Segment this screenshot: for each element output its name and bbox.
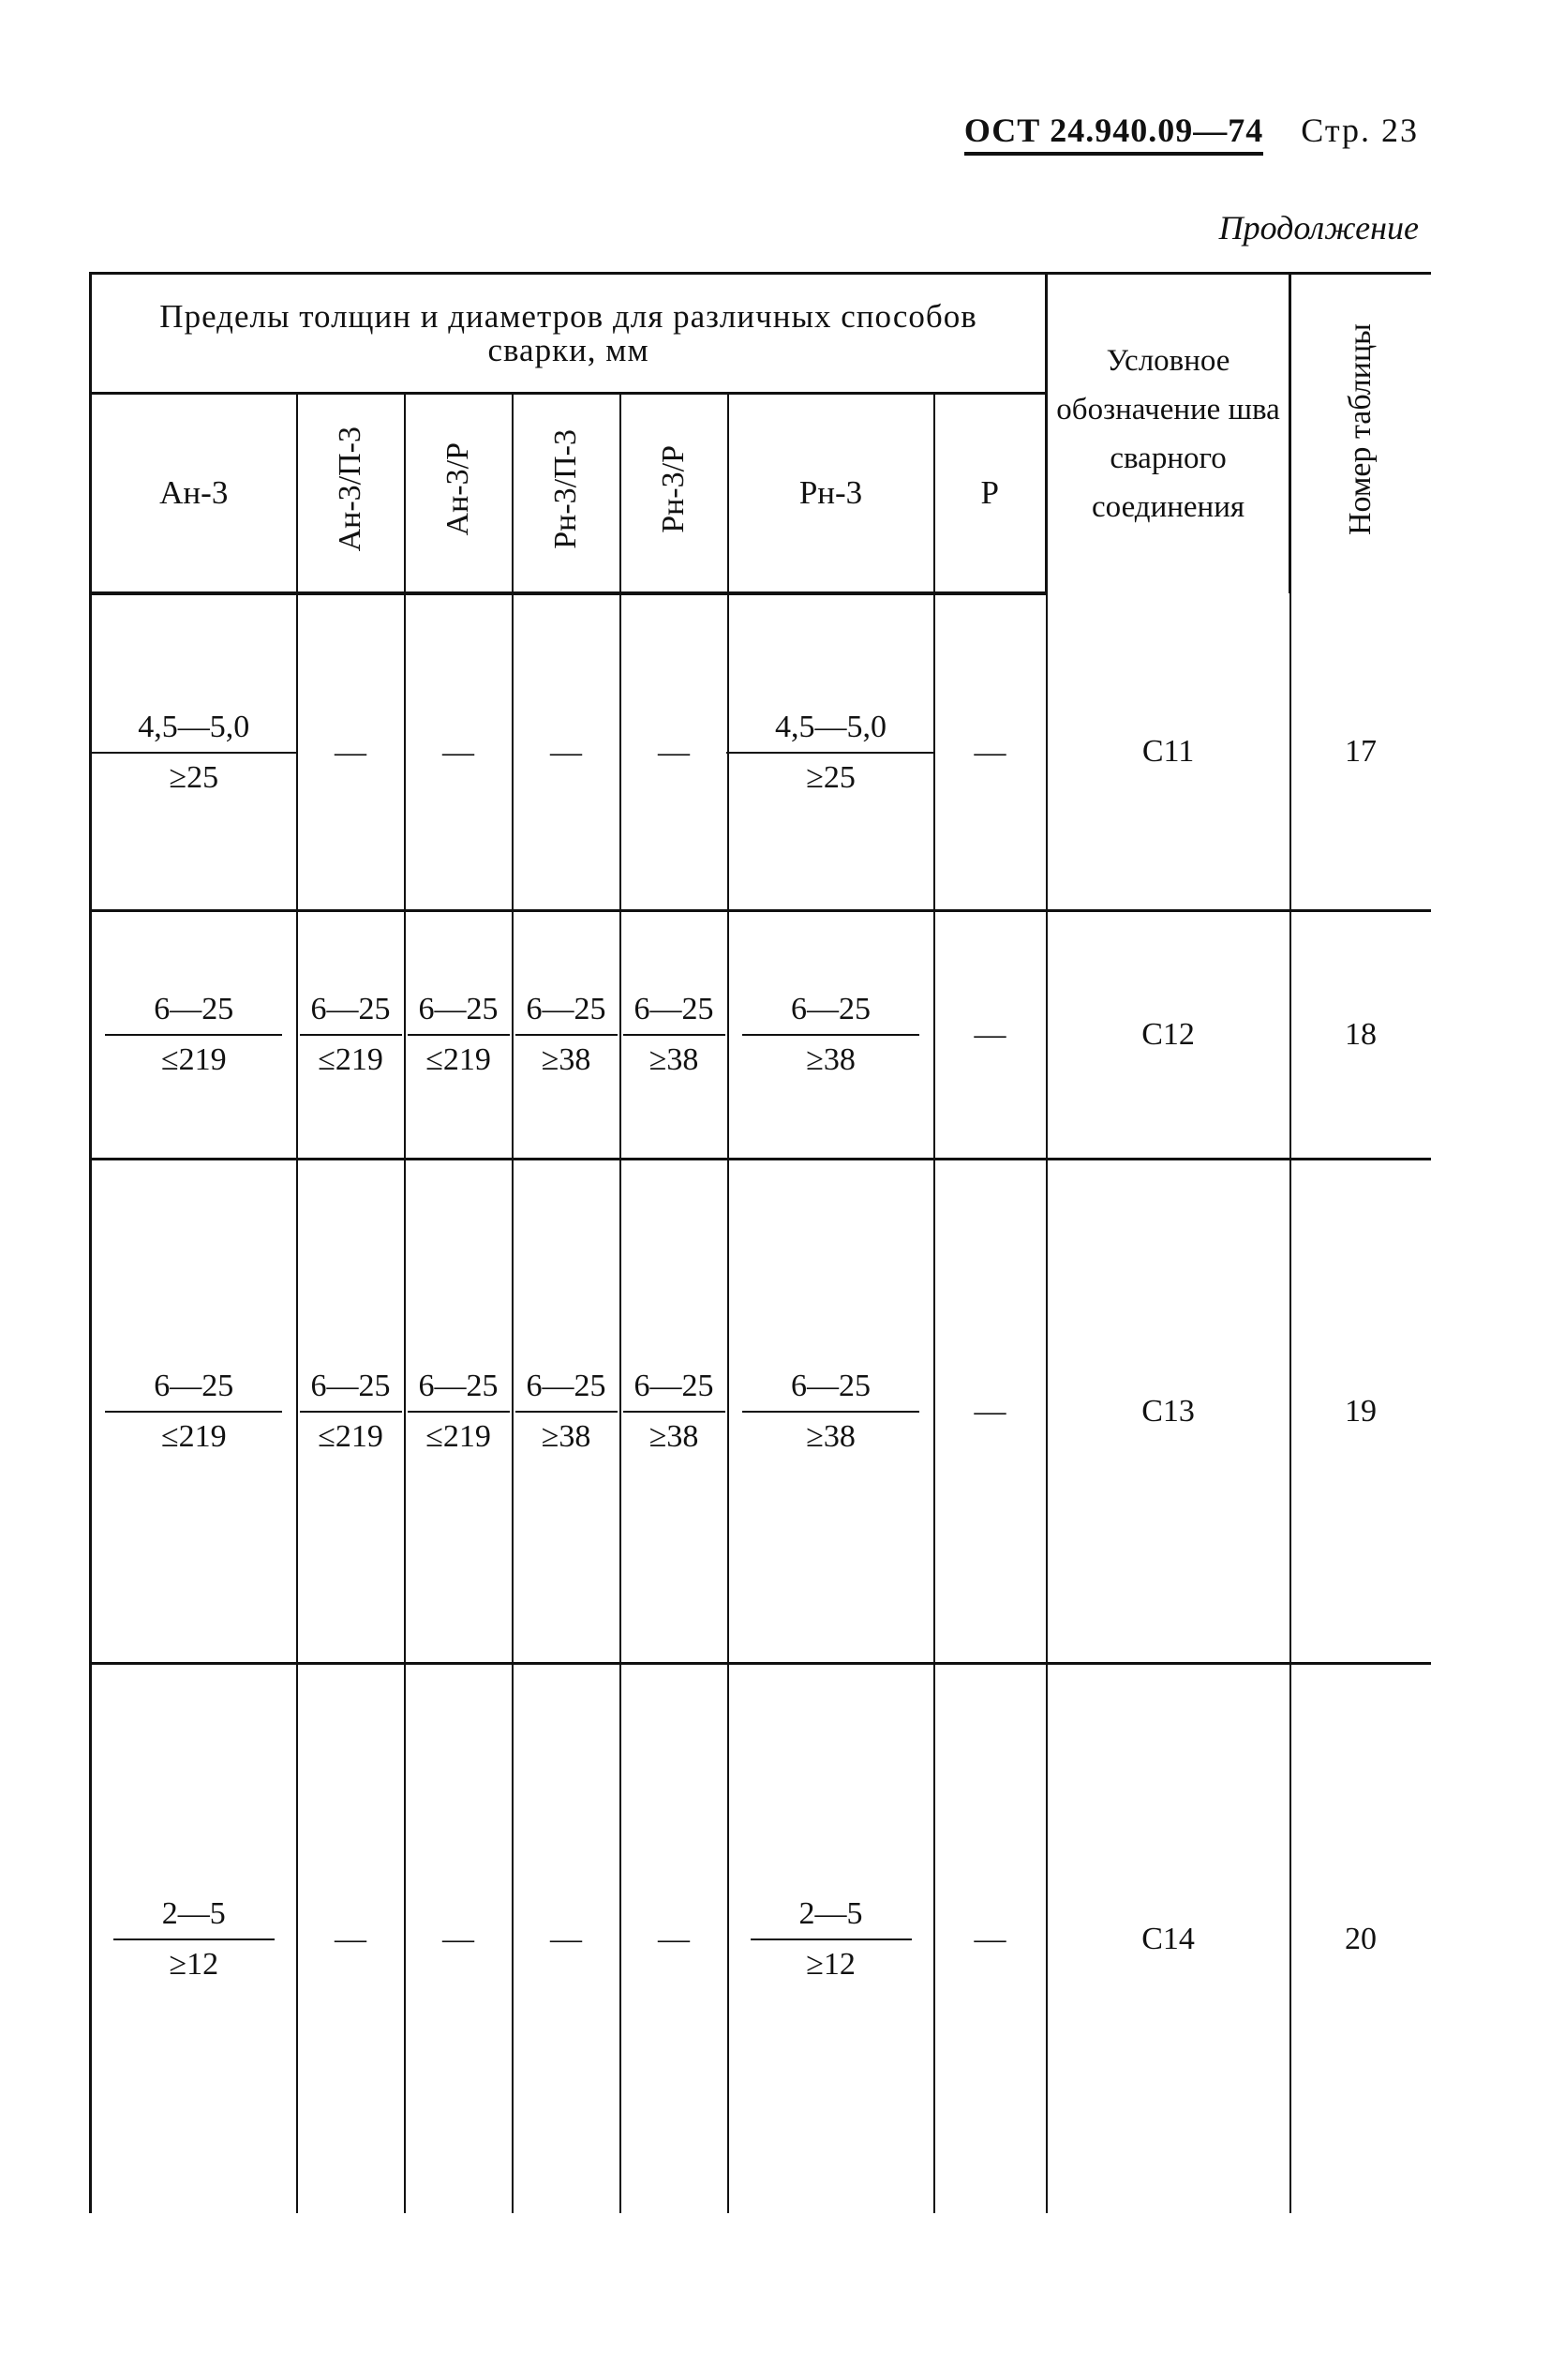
table-cell xyxy=(91,1160,297,1664)
fraction-numerator: 6—25 xyxy=(742,991,919,1036)
table-number-cell xyxy=(1290,911,1431,1160)
table-number: 18 xyxy=(1345,1017,1378,1052)
fraction-numerator: 4,5—5,0 xyxy=(89,709,298,754)
table-cell xyxy=(934,1664,1047,2214)
group-header: Пределы толщин и диаметров для различных способов сварки, мм xyxy=(91,274,1047,394)
table-cell xyxy=(934,911,1047,1160)
fraction-denominator: ≥38 xyxy=(541,1042,591,1077)
dash-value: — xyxy=(658,1921,690,1956)
table-cell xyxy=(297,1160,405,1664)
fraction-denominator: ≤219 xyxy=(160,1418,227,1454)
method-label: Ан-3/П-3 xyxy=(333,426,367,552)
fraction-numerator: 6—25 xyxy=(515,1368,618,1413)
dash-value: — xyxy=(974,1017,1006,1052)
table-cell xyxy=(297,911,405,1160)
table-cell xyxy=(91,1664,297,2214)
table-cell xyxy=(934,1160,1047,1664)
method-header-rn3-p3 xyxy=(513,394,620,594)
dash-value: — xyxy=(550,734,582,770)
table-cell xyxy=(513,1160,620,1664)
fraction xyxy=(629,1368,720,1456)
dash-value: — xyxy=(974,1393,1006,1429)
table-number-cell xyxy=(1290,593,1431,911)
designation-cell xyxy=(1047,1664,1290,2214)
table-number: 17 xyxy=(1345,733,1378,769)
fraction xyxy=(413,991,504,1079)
table-cell xyxy=(405,593,513,911)
fraction xyxy=(629,991,720,1079)
fraction xyxy=(413,1368,504,1456)
weld-designation: С11 xyxy=(1141,733,1195,769)
method-header-an3-p3 xyxy=(297,394,405,594)
fraction-denominator: ≥12 xyxy=(169,1946,219,1982)
table-cell xyxy=(405,1664,513,2214)
table-number-cell xyxy=(1290,1664,1431,2214)
table-cell xyxy=(728,1160,934,1664)
fraction xyxy=(521,1368,612,1456)
table-number-cell xyxy=(1290,1160,1431,1664)
method-header-r: Р xyxy=(934,394,1047,594)
table-row xyxy=(91,593,1431,911)
document-header xyxy=(964,111,1419,156)
fraction-denominator: ≥38 xyxy=(806,1418,856,1454)
fraction-numerator: 2—5 xyxy=(751,1895,912,1940)
table-cell xyxy=(728,1664,934,2214)
fraction-numerator: 6—25 xyxy=(623,1368,725,1413)
fraction xyxy=(306,1368,396,1456)
table-row xyxy=(91,911,1431,1160)
dash-value: — xyxy=(974,1921,1006,1956)
dash-value: — xyxy=(442,734,474,770)
fraction-numerator: 6—25 xyxy=(408,991,510,1036)
fraction-denominator: ≥38 xyxy=(541,1418,591,1454)
table-cell xyxy=(405,1160,513,1664)
method-label: Рн-3/П-3 xyxy=(548,428,583,549)
fraction-denominator: ≥38 xyxy=(648,1042,699,1077)
dash-value: — xyxy=(974,734,1006,770)
table-cell xyxy=(91,911,297,1160)
fraction-denominator: ≤219 xyxy=(425,1418,491,1454)
table-cell xyxy=(728,911,934,1160)
fraction-denominator: ≥38 xyxy=(806,1042,856,1077)
table-number-header xyxy=(1290,274,1431,594)
fraction-numerator: 6—25 xyxy=(515,991,618,1036)
table-cell xyxy=(513,593,620,911)
fraction-numerator: 6—25 xyxy=(300,1368,402,1413)
weld-designation: С14 xyxy=(1141,1921,1195,1956)
method-label: Рн-3/Р xyxy=(656,444,691,533)
method-header-an3: Ан-3 xyxy=(91,394,297,594)
table-cell xyxy=(620,593,728,911)
table-cell xyxy=(620,1160,728,1664)
continuation-label: Продолжение xyxy=(1218,209,1419,247)
fraction-denominator: ≤219 xyxy=(425,1042,491,1077)
dash-value: — xyxy=(442,1921,474,1956)
table-cell xyxy=(513,1664,620,2214)
page-number: Стр. 23 xyxy=(1301,112,1419,149)
fraction-numerator: 6—25 xyxy=(408,1368,510,1413)
dash-value: — xyxy=(550,1921,582,1956)
fraction-numerator: 6—25 xyxy=(623,991,725,1036)
table-cell xyxy=(91,593,297,911)
dash-value: — xyxy=(335,1921,366,1956)
table-cell xyxy=(728,593,934,911)
table-cell xyxy=(297,593,405,911)
fraction-numerator: 6—25 xyxy=(105,991,282,1036)
fraction xyxy=(767,991,895,1079)
fraction-numerator: 6—25 xyxy=(105,1368,282,1413)
fraction-numerator: 6—25 xyxy=(742,1368,919,1413)
designation-cell xyxy=(1047,1160,1290,1664)
method-header-an3-r xyxy=(405,394,513,594)
fraction xyxy=(129,991,258,1079)
fraction-denominator: ≥25 xyxy=(169,759,219,795)
fraction-denominator: ≤219 xyxy=(160,1042,227,1077)
table-number: 19 xyxy=(1345,1393,1378,1429)
fraction-numerator: 6—25 xyxy=(300,991,402,1036)
table-number-header-label: Номер таблицы xyxy=(1343,323,1379,536)
fraction xyxy=(129,1368,258,1456)
fraction xyxy=(767,1368,895,1456)
table-cell xyxy=(297,1664,405,2214)
table-cell xyxy=(620,1664,728,2214)
method-header-rn3: Рн-3 xyxy=(728,394,934,594)
table-cell xyxy=(620,911,728,1160)
fraction-denominator: ≥12 xyxy=(806,1946,856,1982)
fraction-numerator: 2—5 xyxy=(113,1895,275,1940)
fraction xyxy=(138,1895,250,1983)
document-code: ОСТ 24.940.09—74 xyxy=(964,111,1263,156)
fraction-denominator: ≤219 xyxy=(318,1042,383,1077)
designation-cell xyxy=(1047,593,1290,911)
table-number: 20 xyxy=(1345,1921,1378,1956)
welding-limits-table xyxy=(89,272,1431,2213)
method-header-rn3-r xyxy=(620,394,728,594)
method-label: Ан-3/Р xyxy=(440,442,475,536)
fraction-denominator: ≥25 xyxy=(806,759,856,795)
weld-designation: С13 xyxy=(1141,1393,1195,1429)
fraction xyxy=(113,709,274,797)
fraction xyxy=(751,709,911,797)
header-row-group xyxy=(91,274,1431,394)
fraction xyxy=(521,991,612,1079)
table-cell xyxy=(934,593,1047,911)
designation-header: Условное обозначение шва сварного соединения xyxy=(1047,274,1290,594)
fraction-denominator: ≤219 xyxy=(318,1418,383,1454)
fraction xyxy=(775,1895,887,1983)
table-row xyxy=(91,1160,1431,1664)
table-cell xyxy=(405,911,513,1160)
dash-value: — xyxy=(658,734,690,770)
table-cell xyxy=(513,911,620,1160)
designation-cell xyxy=(1047,911,1290,1160)
table-row xyxy=(91,1664,1431,2214)
dash-value: — xyxy=(335,734,366,770)
fraction-numerator: 4,5—5,0 xyxy=(726,709,935,754)
fraction-denominator: ≥38 xyxy=(648,1418,699,1454)
weld-designation: С12 xyxy=(1141,1017,1195,1052)
fraction xyxy=(306,991,396,1079)
